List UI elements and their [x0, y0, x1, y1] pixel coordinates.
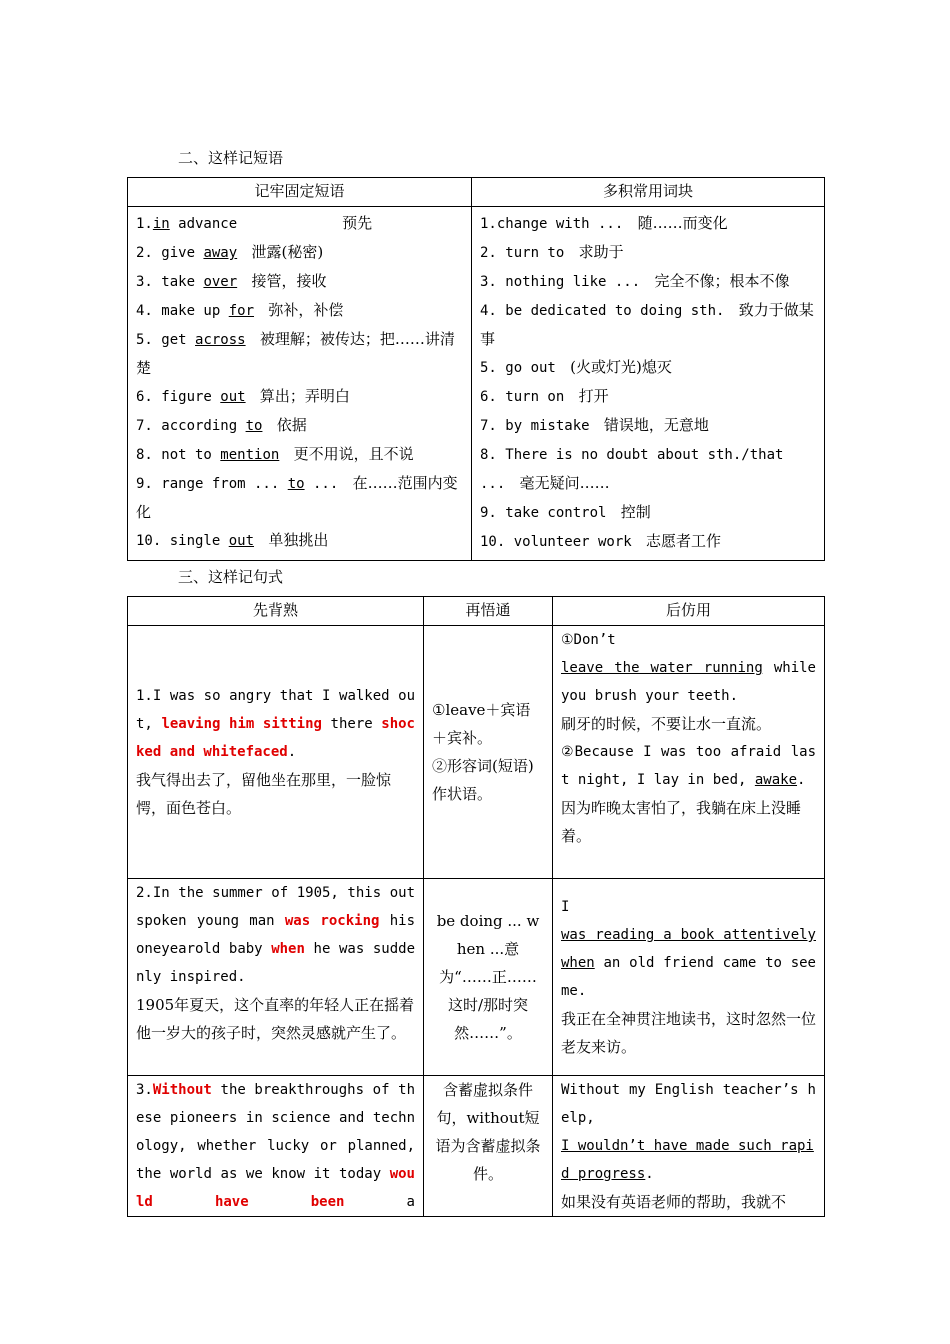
section2-heading: 二、这样记短语: [178, 149, 284, 167]
key-phrase-2a: was rocking: [284, 913, 380, 929]
fixed-phrase-item: 4. make up for 弥补，补偿: [136, 301, 344, 319]
answer-2: was reading a book attentively when: [561, 927, 816, 971]
key-phrase-1a: leaving him sitting: [161, 716, 322, 732]
fixed-phrase-list: [136, 209, 463, 555]
sentence-2-translation: 1905年夏天，这个直率的年轻人正在摇着他一岁大的孩子时，突然灵感就产生了。: [136, 996, 415, 1042]
word-chunk-list: [480, 209, 816, 556]
note-2: be doing ... when ...意为“……正……这时/那时突然……”。: [424, 879, 553, 1076]
fixed-phrase-item: 7. according to 依据: [136, 416, 307, 434]
practice-1: ①Don’t leave the water running while you brush your teeth. 刷牙的时候，不要让水一直流。 ②Because I was too afraid last night, I lay in bed, awake. 因为昨晚太害怕了，我躺在床上没睡着。: [553, 626, 825, 879]
blank-answer: out: [228, 533, 255, 549]
col1-header: 记牢固定短语: [128, 178, 472, 207]
blank-answer: over: [203, 274, 238, 290]
fixed-phrase-item: 8. not to mention 更不用说，且不说: [136, 445, 414, 463]
answer-1a: leave the water running: [561, 660, 763, 676]
sentence-2: 2.In the summer of 1905, this outspoken young man was rocking his oneyearold baby when he was suddenly inspired. 1905年夏天，这个直率的年轻人正在摇着他一岁大的孩子时，突然灵感就产生了。: [128, 879, 424, 1076]
blank-answer: to: [287, 476, 305, 492]
fixed-phrase-item: 2. give away 泄露(秘密): [136, 243, 324, 261]
word-chunk-item: 3. nothing like ... 完全不像；根本不像: [480, 272, 790, 290]
fixed-phrase-item: 1.in advance 预先: [136, 214, 373, 232]
word-chunk-item: 4. be dedicated to doing sth. 致力于做某事: [480, 301, 814, 348]
word-chunk-item: 5. go out (火或灯光)熄灭: [480, 358, 672, 376]
word-chunk-item: 2. turn to 求助于: [480, 243, 624, 261]
word-chunk-item: 10. volunteer work 志愿者工作: [480, 532, 722, 550]
fixed-phrase-item: 10. single out 单独挑出: [136, 531, 329, 549]
key-phrase-2b: when: [271, 941, 305, 957]
word-chunk-item: 6. turn on 打开: [480, 387, 609, 405]
note-1: ①leave＋宾语＋宾补。 ②形容词(短语)作状语。: [424, 626, 553, 879]
header-imitate: 后仿用: [553, 597, 825, 626]
fixed-phrase-item: 6. figure out 算出；弄明白: [136, 387, 350, 405]
key-phrase-1b: shocked and whitefaced: [136, 716, 415, 760]
practice-3: Without my English teacher’s help, I wouldn’t have made such rapid progress. 如果没有英语老师的帮助，我就不: [553, 1076, 825, 1217]
practice-2: I was reading a book attentively when an old friend came to see me. 我正在全神贯注地读书，这时忽然一位老友来访。: [553, 879, 825, 1076]
blank-answer: across: [195, 332, 246, 348]
blank-answer: in: [152, 216, 170, 232]
sentences-table: [127, 596, 825, 1217]
answer-3: I wouldn’t have made such rapid progress: [561, 1138, 814, 1182]
note-3: 含蓄虚拟条件句，without短语为含蓄虚拟条件。: [424, 1076, 553, 1217]
sentence-3: 3.Without the breakthroughs of these pioneers in science and technology, whether lucky or planned, the world as we know it today would have been a: [128, 1076, 424, 1217]
col2-header: 多积常用词块: [472, 178, 825, 207]
blank-answer: mention: [220, 447, 280, 463]
blank-answer: away: [203, 245, 238, 261]
word-chunks-cell: [472, 207, 825, 561]
fixed-phrases-cell: [128, 207, 472, 561]
word-chunk-item: 1.change with ... 随……而变化: [480, 214, 728, 232]
fixed-phrase-item: 9. range from ... to ... 在……范围内变化: [136, 474, 458, 521]
blank-answer: out: [220, 389, 246, 405]
word-chunk-item: 9. take control 控制: [480, 503, 651, 521]
key-phrase-3b: would have been: [136, 1166, 415, 1210]
word-chunk-item: 7. by mistake 错误地，无意地: [480, 416, 709, 434]
fixed-phrase-item: 3. take over 接管，接收: [136, 272, 327, 290]
header-memorize: 先背熟: [128, 597, 424, 626]
sentence-1: 1.I was so angry that I walked out, leaving him sitting there shocked and whitefaced. 我气得出去了，留他坐在那里，一脸惊愕，面色苍白。: [128, 626, 424, 879]
sentence-1-translation: 我气得出去了，留他坐在那里，一脸惊愕，面色苍白。: [136, 771, 392, 817]
section3-heading: 三、这样记句式: [178, 568, 284, 586]
phrases-table: [127, 177, 825, 561]
answer-1b: awake: [754, 772, 798, 788]
fixed-phrase-item: 5. get across 被理解；被传达；把……讲清楚: [136, 330, 455, 377]
blank-answer: for: [228, 303, 255, 319]
word-chunk-item: 8. There is no doubt about sth./that ... 毫无疑问……: [480, 447, 784, 492]
blank-answer: to: [245, 418, 263, 434]
header-understand: 再悟通: [424, 597, 553, 626]
key-phrase-3a: Without: [152, 1082, 212, 1098]
